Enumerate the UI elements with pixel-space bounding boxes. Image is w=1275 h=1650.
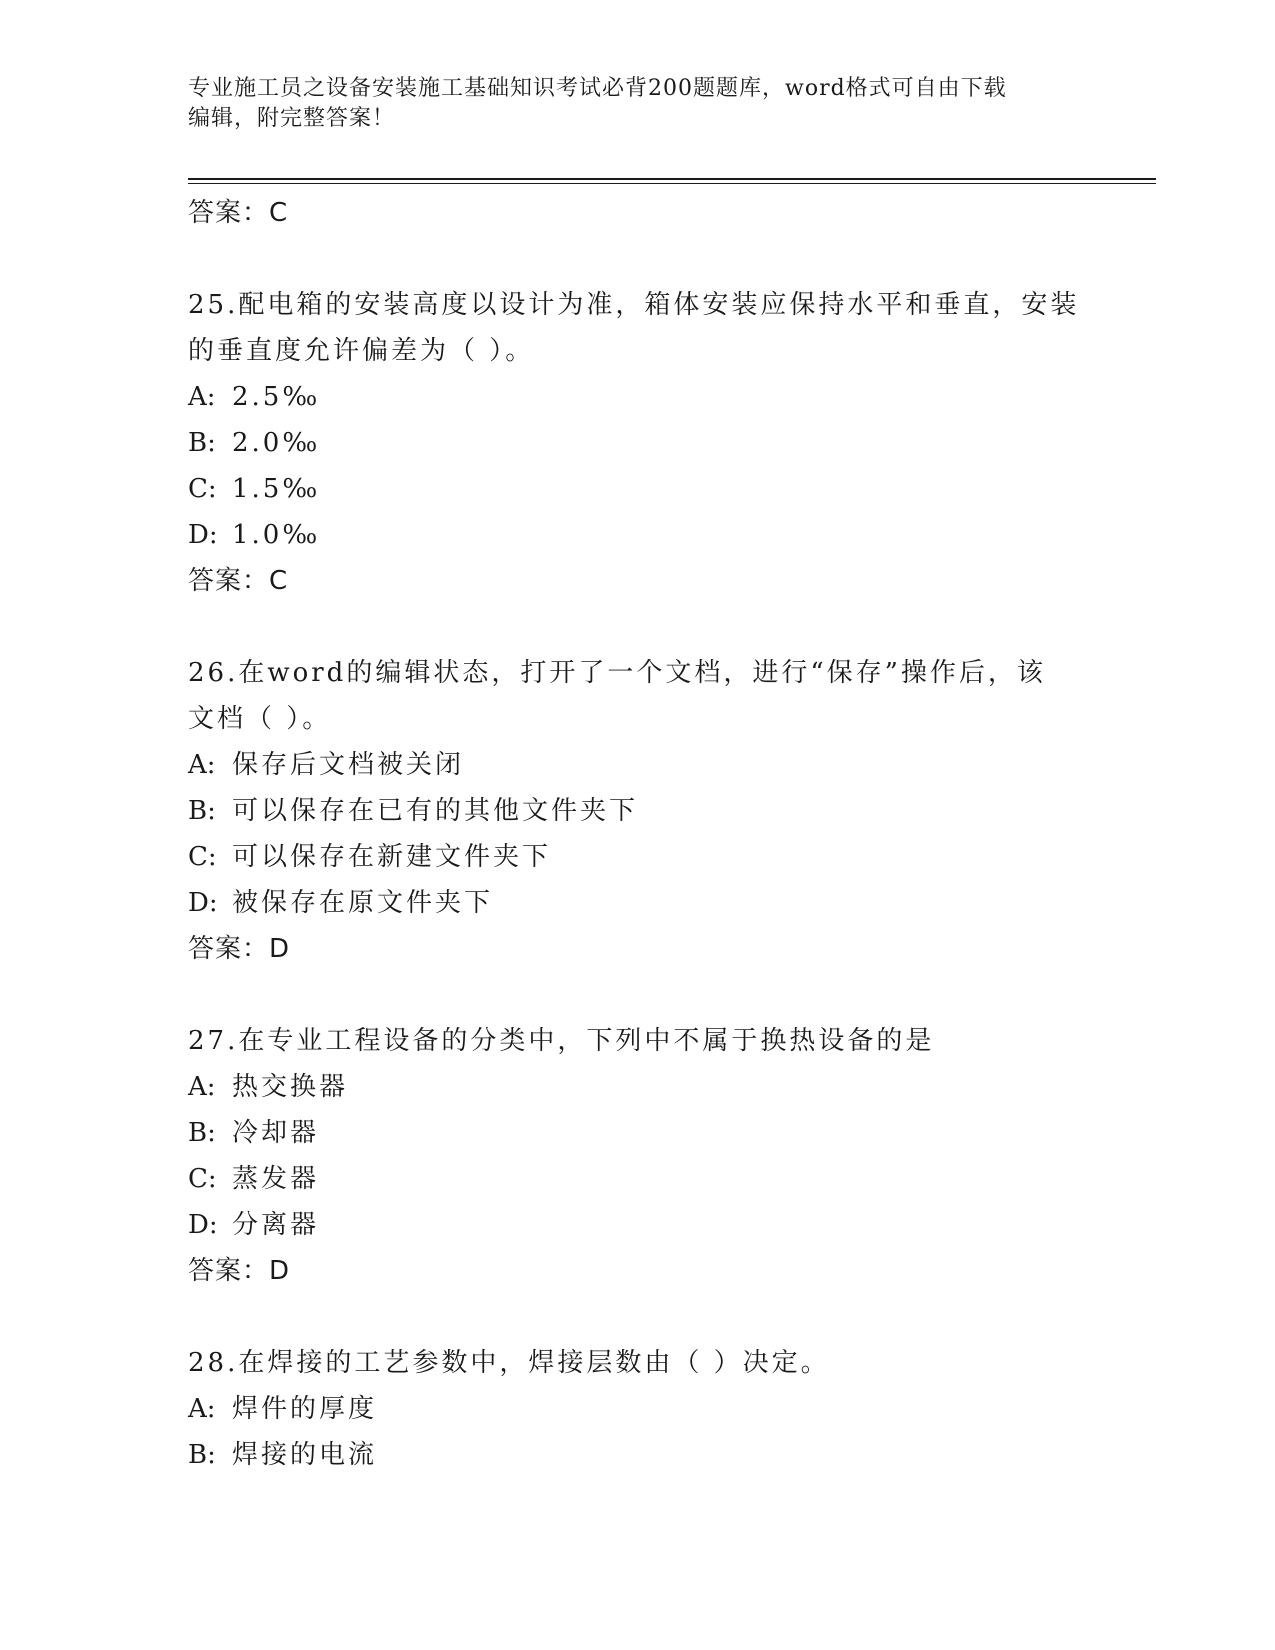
question-text: 的垂直度允许偏差为（ ）。: [188, 336, 535, 366]
option-label: B:: [188, 796, 216, 826]
answer-line: 答案：C: [188, 198, 289, 228]
option-label: C:: [188, 474, 217, 504]
answer-line: 答案：D: [188, 934, 291, 964]
question-text: 25.配电箱的安装高度以设计为准，箱体安装应保持水平和垂直，安装: [188, 290, 1080, 320]
spacer: [188, 604, 1088, 650]
option-b: [188, 420, 1088, 466]
option-text: 保存后文档被关闭: [232, 750, 465, 780]
header-line-2: 编辑，附完整答案！: [188, 106, 396, 131]
option-text: 分离器: [232, 1210, 320, 1240]
question-28: [188, 1340, 1088, 1478]
option-label: A:: [188, 750, 216, 780]
option-label: A:: [188, 382, 216, 412]
answer-line: 答案：C: [188, 566, 289, 596]
option-a: [188, 1386, 1088, 1432]
option-a: [188, 1064, 1088, 1110]
question-text: 27.在专业工程设备的分类中，下列中不属于换热设备的是: [188, 1026, 935, 1056]
option-text: 可以保存在新建文件夹下: [232, 842, 552, 872]
option-text: 可以保存在已有的其他文件夹下: [232, 796, 639, 826]
option-c: [188, 1156, 1088, 1202]
header-rule-thin: [188, 183, 1156, 184]
option-a: [188, 742, 1088, 788]
spacer: [188, 1294, 1088, 1340]
option-label: D:: [188, 888, 218, 918]
option-label: B:: [188, 428, 216, 458]
question-list: [188, 190, 1088, 1478]
header-rule-thick: [188, 178, 1156, 180]
question-25: [188, 282, 1088, 604]
question-27: [188, 1018, 1088, 1294]
option-label: C:: [188, 1164, 217, 1194]
option-b: [188, 1432, 1088, 1478]
option-c: [188, 834, 1088, 880]
option-text: 1.0‰: [232, 520, 321, 550]
option-text: 2.0‰: [232, 428, 321, 458]
option-b: [188, 788, 1088, 834]
option-d: [188, 512, 1088, 558]
question-26: [188, 650, 1088, 972]
question-text: 26.在word的编辑状态，打开了一个文档，进行“保存”操作后，该: [188, 658, 1046, 688]
option-text: 蒸发器: [232, 1164, 320, 1194]
option-b: [188, 1110, 1088, 1156]
option-label: B:: [188, 1440, 216, 1470]
option-label: D:: [188, 520, 218, 550]
option-d: [188, 880, 1088, 926]
answer-line: 答案：D: [188, 1256, 291, 1286]
option-text: 1.5‰: [232, 474, 321, 504]
spacer: [188, 972, 1088, 1018]
option-label: D:: [188, 1210, 218, 1240]
option-a: [188, 374, 1088, 420]
document-header: [188, 74, 1088, 134]
question-text: 28.在焊接的工艺参数中，焊接层数由（ ）决定。: [188, 1348, 830, 1378]
option-c: [188, 466, 1088, 512]
option-label: C:: [188, 842, 217, 872]
option-d: [188, 1202, 1088, 1248]
option-label: A:: [188, 1072, 216, 1102]
option-label: B:: [188, 1118, 216, 1148]
question-text: 文档（ ）。: [188, 704, 332, 734]
option-text: 2.5‰: [232, 382, 321, 412]
option-label: A:: [188, 1394, 216, 1424]
option-text: 冷却器: [232, 1118, 320, 1148]
option-text: 焊件的厚度: [232, 1394, 378, 1424]
option-text: 焊接的电流: [232, 1440, 378, 1470]
header-line-1: 专业施工员之设备安装施工基础知识考试必背200题题库，word格式可自由下载: [188, 76, 1007, 101]
spacer: [188, 236, 1088, 282]
option-text: 热交换器: [232, 1072, 349, 1102]
option-text: 被保存在原文件夹下: [232, 888, 494, 918]
